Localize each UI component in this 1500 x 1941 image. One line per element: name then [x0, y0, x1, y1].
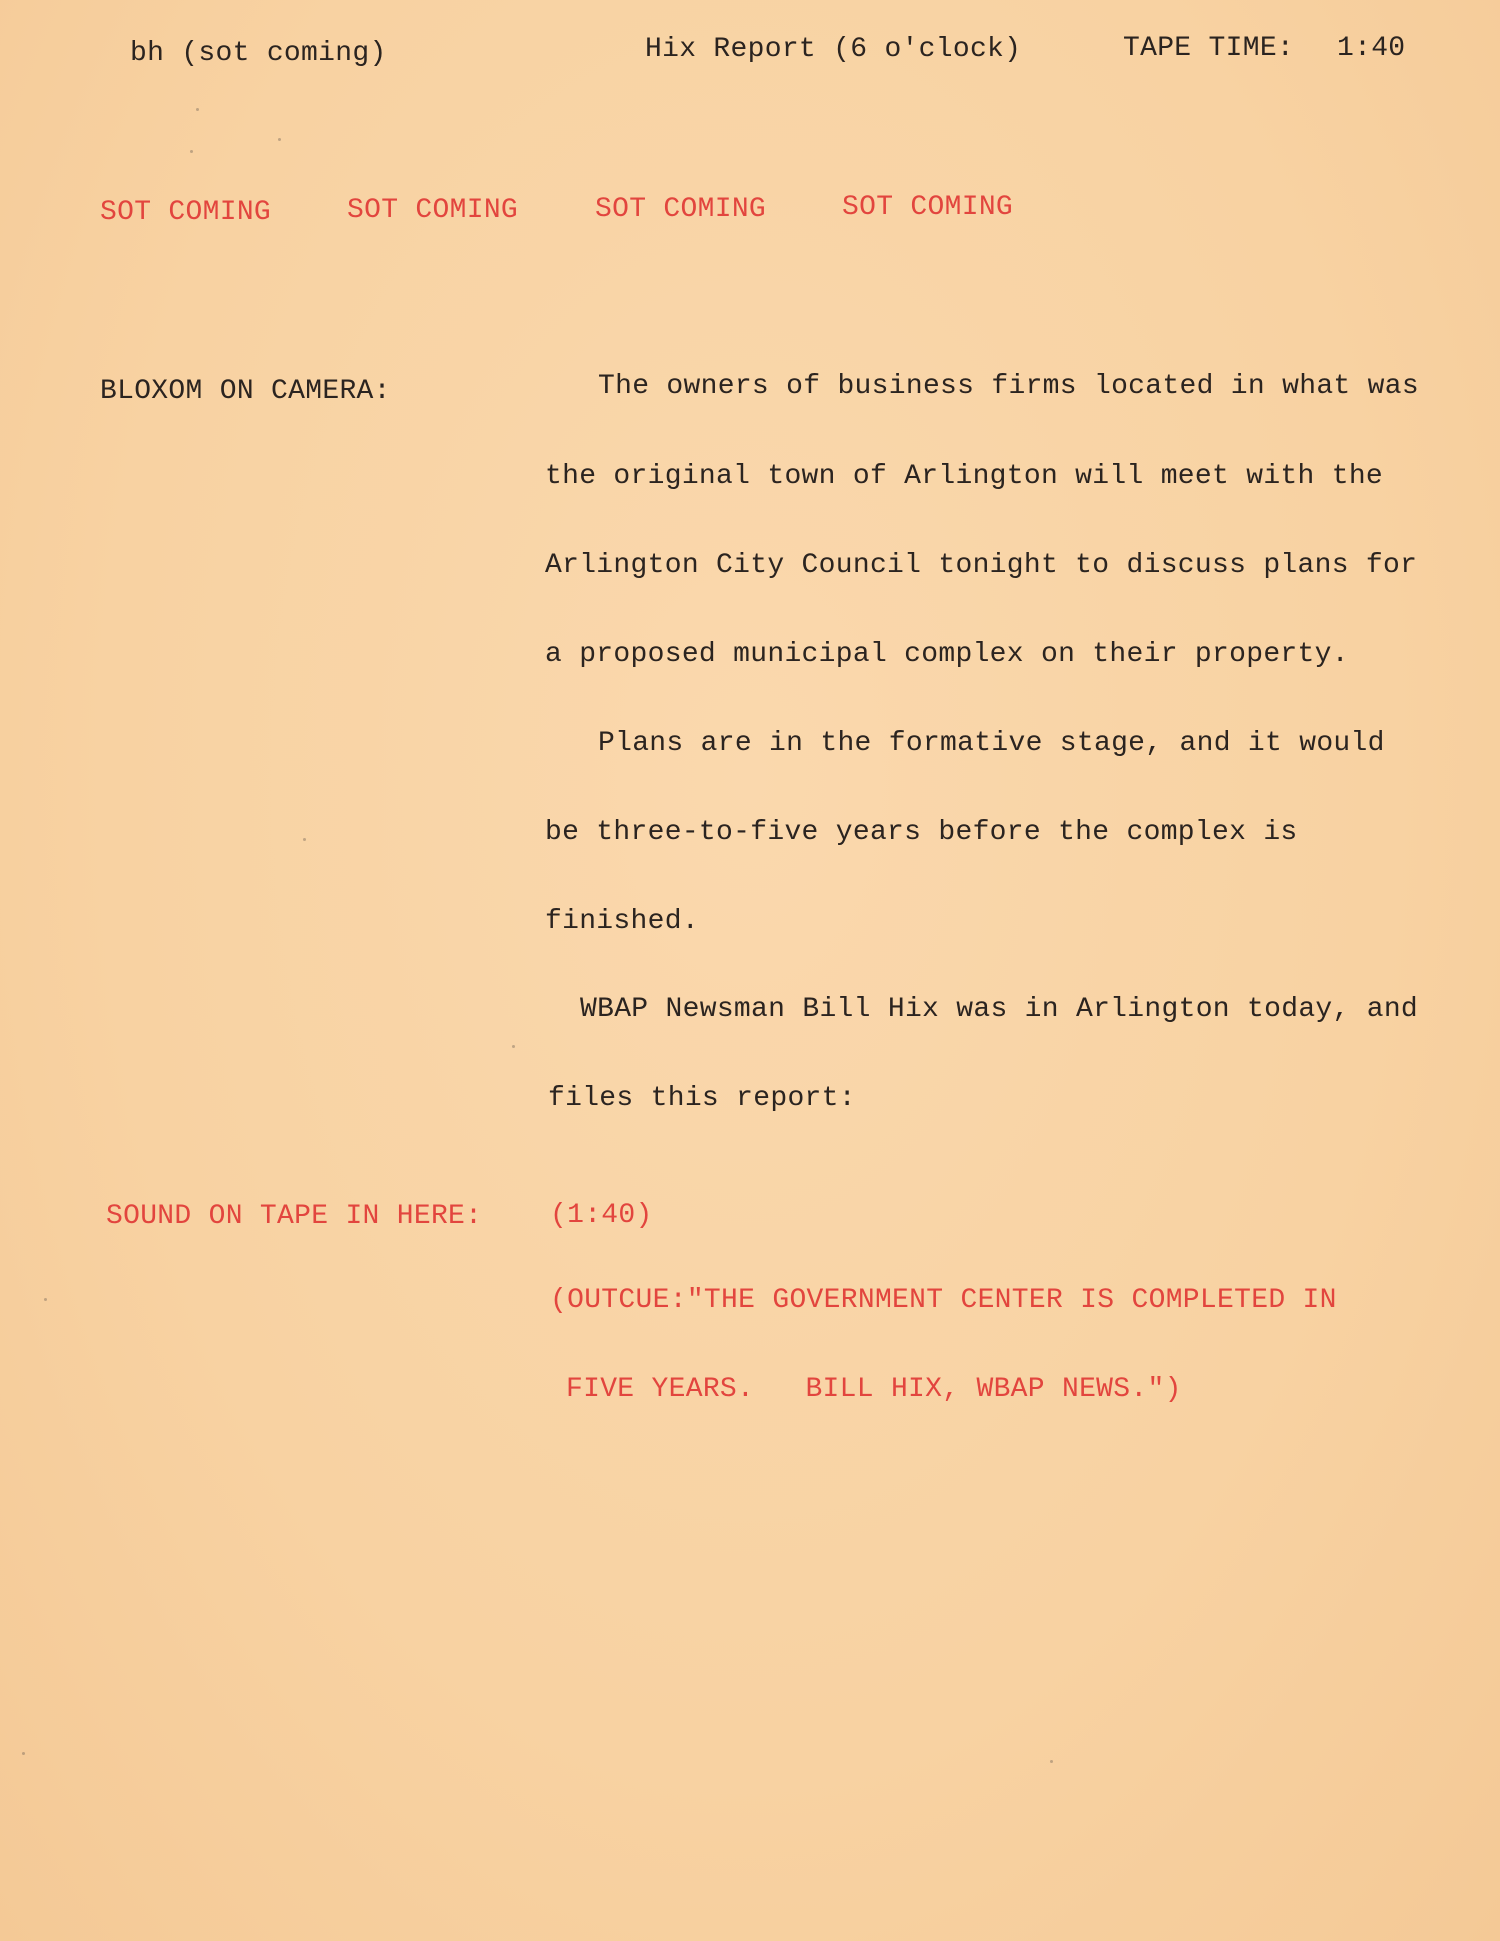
outcue-line: FIVE YEARS. BILL HIX, WBAP NEWS."): [566, 1374, 1182, 1405]
paper-speck: [1050, 1760, 1053, 1763]
script-line: The owners of business firms located in what was: [598, 371, 1419, 402]
paper-speck: [44, 1298, 47, 1301]
outcue-line: (OUTCUE:"THE GOVERNMENT CENTER IS COMPLETED IN: [550, 1285, 1337, 1316]
sot-coming-1: SOT COMING: [100, 197, 272, 228]
paper-speck: [22, 1752, 25, 1755]
script-line: the original town of Arlington will meet with the: [545, 461, 1384, 492]
script-line: WBAP Newsman Bill Hix was in Arlington today, and: [580, 994, 1419, 1025]
paper-speck: [278, 138, 281, 141]
paper-speck: [303, 838, 306, 841]
script-line: finished.: [545, 906, 699, 937]
script-line: Plans are in the formative stage, and it would: [598, 728, 1385, 759]
paper-speck: [190, 150, 193, 153]
sot-coming-4: SOT COMING: [842, 192, 1014, 223]
slug-header: bh (sot coming): [130, 38, 387, 69]
script-line: Arlington City Council tonight to discuss plans for: [545, 550, 1418, 581]
story-title: Hix Report (6 o'clock): [645, 34, 1022, 65]
tape-time-label: TAPE TIME:: [1123, 33, 1295, 64]
script-line: a proposed municipal complex on their property.: [545, 639, 1349, 670]
sot-run-time: (1:40): [550, 1200, 653, 1231]
script-line: files this report:: [548, 1083, 856, 1114]
paper-speck: [512, 1045, 515, 1048]
paper-speck: [196, 108, 199, 111]
sot-coming-2: SOT COMING: [347, 195, 519, 226]
script-line: be three-to-five years before the complex is: [545, 817, 1298, 848]
tape-time-value: 1:40: [1337, 33, 1406, 64]
cue-sound-on-tape: SOUND ON TAPE IN HERE:: [106, 1201, 483, 1232]
sot-coming-3: SOT COMING: [595, 194, 767, 225]
cue-bloxom-on-camera: BLOXOM ON CAMERA:: [100, 376, 391, 407]
